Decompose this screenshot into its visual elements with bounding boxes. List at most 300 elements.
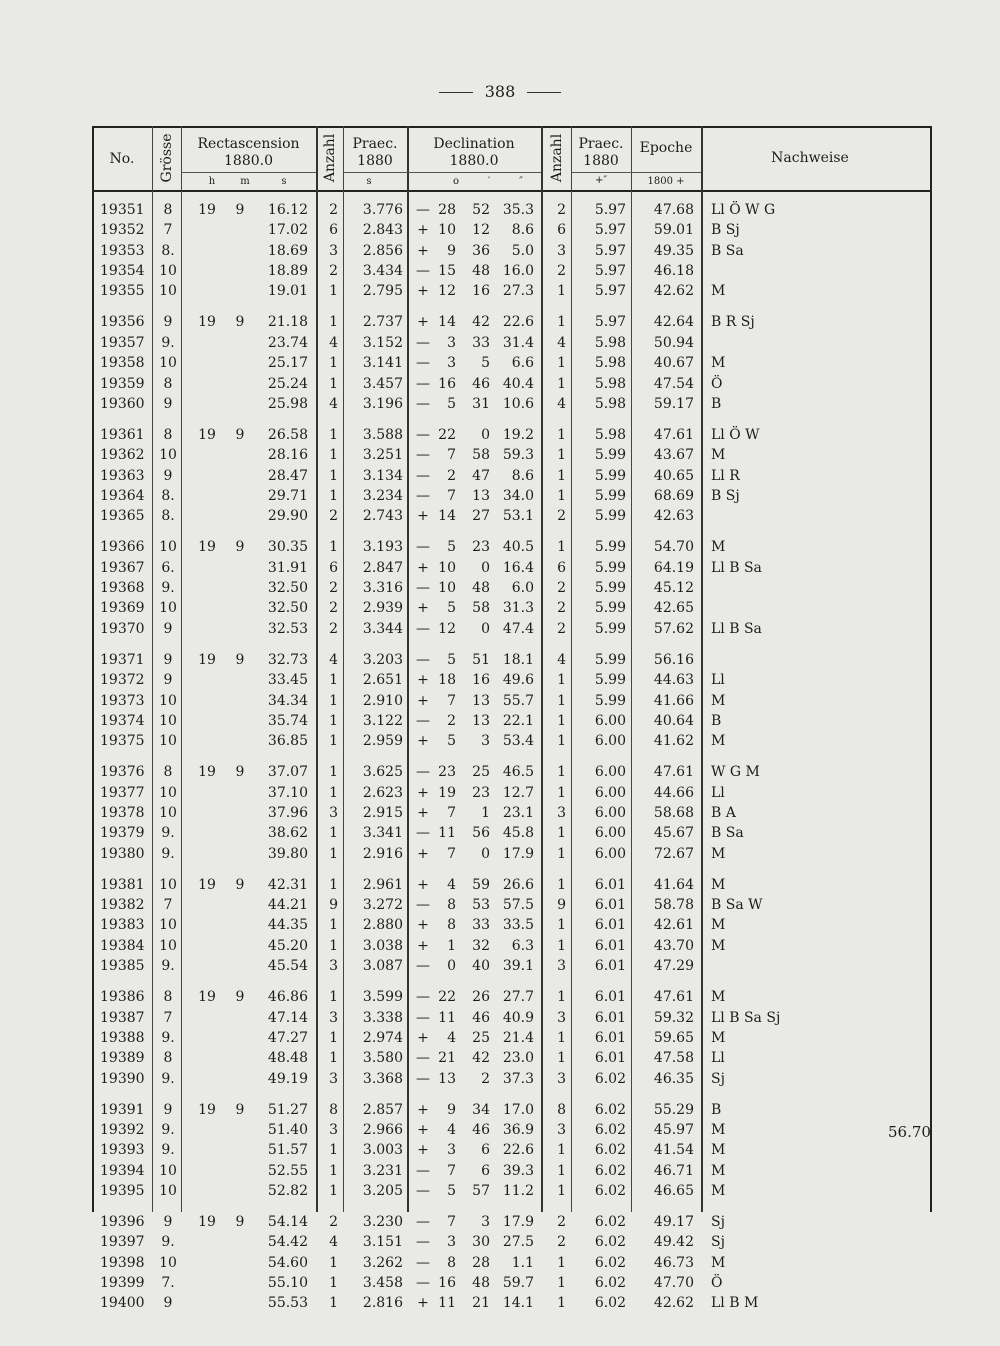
dec-sign-cell: — (416, 1162, 430, 1179)
epoch-cell: 46.18 (653, 263, 694, 280)
ra-precession-cell: 3.251 (362, 447, 403, 464)
dec-minutes-cell: 59 (472, 876, 490, 893)
star-number-cell: 19385 (100, 958, 145, 975)
dec-precession-cell: 6.02 (594, 1214, 626, 1231)
dec-sign-cell: — (416, 539, 430, 556)
header-nachweise: Nachweise (771, 150, 849, 166)
star-number-cell: 19359 (100, 375, 145, 392)
praec1-sub-rule (343, 172, 407, 173)
ra-seconds-cell: 28.47 (267, 467, 308, 484)
dec-sign-cell: — (416, 580, 430, 597)
dec-count-cell: 4 (557, 395, 566, 412)
dec-seconds-cell: 12.7 (502, 784, 534, 801)
magnitude-cell: 9. (161, 1029, 175, 1046)
epoch-cell: 56.16 (653, 651, 694, 668)
ra-precession-cell: 3.599 (362, 989, 403, 1006)
ra-seconds-cell: 55.10 (267, 1275, 308, 1292)
ra-minutes-cell: 9 (235, 202, 245, 218)
references-cell: M (711, 283, 726, 300)
col-sep-praec1 (407, 126, 409, 1212)
dec-precession-cell: 6.01 (594, 917, 626, 934)
ra-count-cell: 2 (329, 600, 338, 617)
dec-minutes-cell: 28 (472, 1254, 490, 1271)
praec2-sub-rule (571, 172, 631, 173)
ra-precession-cell: 2.856 (362, 242, 403, 259)
ra-seconds-cell: 44.35 (267, 917, 308, 934)
ra-seconds-cell: 33.45 (267, 672, 308, 689)
star-number-cell: 19395 (100, 1183, 145, 1199)
col-sep-no (152, 126, 153, 1212)
star-number-cell: 19399 (100, 1275, 145, 1292)
magnitude-cell: 9. (161, 825, 175, 842)
ra-precession-cell: 2.816 (362, 1295, 403, 1312)
dec-sign-cell: — (416, 620, 430, 637)
dec-degrees-cell: 16 (438, 1275, 456, 1292)
ra-count-cell: 1 (329, 1295, 338, 1312)
dec-minutes-cell: 48 (472, 263, 490, 280)
dec-seconds-cell: 55.7 (502, 692, 534, 709)
header-dec-min: ′ (487, 176, 491, 187)
dec-precession-cell: 6.02 (594, 1142, 626, 1159)
header-dec-deg: o (452, 176, 460, 187)
ra-count-cell: 3 (329, 1121, 338, 1138)
ra-count-cell: 1 (329, 764, 338, 781)
magnitude-cell: 10 (159, 1254, 177, 1271)
star-number-cell: 19384 (100, 937, 145, 954)
dec-minutes-cell: 13 (472, 692, 490, 709)
ra-seconds-cell: 34.34 (267, 692, 308, 709)
star-number-cell: 19367 (100, 559, 145, 576)
header-dec-sec: ″ (519, 176, 523, 187)
dec-degrees-cell: 7 (447, 804, 456, 821)
epoch-cell: 42.63 (653, 508, 694, 525)
dec-seconds-cell: 35.3 (502, 202, 534, 218)
ra-seconds-cell: 37.96 (267, 804, 308, 821)
dec-sign-cell: + (417, 937, 429, 954)
ra-precession-cell: 3.141 (362, 355, 403, 372)
references-cell: B A (711, 804, 736, 821)
ra-count-cell: 8 (329, 1101, 338, 1118)
header-epoche-title: Epoche (639, 140, 693, 156)
magnitude-cell: 9 (163, 620, 173, 637)
ra-hours-cell: 19 (198, 202, 216, 218)
ra-count-cell: 1 (329, 487, 338, 504)
dec-precession-cell: 6.02 (594, 1101, 626, 1118)
star-number-cell: 19354 (100, 263, 145, 280)
dec-sign-cell: + (417, 876, 429, 893)
ra-sub-rule (181, 172, 316, 173)
ra-precession-cell: 2.737 (362, 314, 403, 331)
epoch-cell: 41.64 (653, 876, 694, 893)
dec-sign-cell: — (416, 989, 430, 1006)
references-cell: W G M (711, 764, 760, 781)
dec-precession-cell: 6.02 (594, 1183, 626, 1199)
ra-precession-cell: 3.193 (362, 539, 403, 556)
dec-precession-cell: 6.00 (594, 845, 626, 862)
dec-count-cell: 3 (557, 1070, 566, 1087)
dec-sign-cell: + (417, 1295, 429, 1312)
dec-sign-cell: + (417, 1142, 429, 1159)
ra-precession-cell: 2.915 (362, 804, 403, 821)
header-ra-title: Rectascension (197, 136, 300, 152)
dec-seconds-cell: 34.0 (502, 487, 534, 504)
dec-sign-cell: — (416, 651, 430, 668)
dec-precession-cell: 5.99 (594, 580, 626, 597)
dec-minutes-cell: 6 (481, 1142, 490, 1159)
dec-count-cell: 2 (557, 263, 566, 280)
magnitude-cell: 8 (163, 202, 173, 218)
references-cell: Ö (711, 375, 723, 392)
dec-count-cell: 2 (557, 1214, 566, 1231)
dec-seconds-cell: 18.1 (502, 651, 534, 668)
magnitude-cell: 8. (161, 508, 175, 525)
dec-sign-cell: — (416, 1070, 430, 1087)
ra-count-cell: 1 (329, 283, 338, 300)
dec-degrees-cell: 3 (447, 1142, 456, 1159)
epoch-cell: 59.17 (653, 395, 694, 412)
epoch-cell: 44.66 (653, 784, 694, 801)
ra-precession-cell: 2.743 (362, 508, 403, 525)
epoch-cell: 45.97 (653, 1121, 694, 1138)
dec-count-cell: 3 (557, 242, 566, 259)
dec-minutes-cell: 36 (472, 242, 490, 259)
dec-precession-cell: 6.01 (594, 1029, 626, 1046)
dec-precession-cell: 6.00 (594, 804, 626, 821)
ra-count-cell: 3 (329, 1009, 338, 1026)
ra-hours-cell: 19 (198, 539, 216, 556)
references-cell: M (711, 1162, 726, 1179)
dec-precession-cell: 5.97 (594, 222, 626, 239)
dec-sign-cell: + (417, 917, 429, 934)
ra-count-cell: 4 (329, 1234, 338, 1251)
ra-count-cell: 4 (329, 395, 338, 412)
references-cell: Ll (711, 1050, 725, 1067)
magnitude-cell: 7 (163, 897, 173, 914)
ra-count-cell: 4 (329, 334, 338, 351)
ra-seconds-cell: 54.60 (267, 1254, 308, 1271)
dec-seconds-cell: 40.4 (502, 375, 534, 392)
dec-precession-cell: 6.02 (594, 1234, 626, 1251)
epoch-cell: 43.67 (653, 447, 694, 464)
dec-count-cell: 1 (557, 784, 566, 801)
dec-precession-cell: 6.02 (594, 1070, 626, 1087)
epoch-cell: 44.63 (653, 672, 694, 689)
header-anzahl1: Anzahl (322, 133, 338, 183)
dec-minutes-cell: 48 (472, 580, 490, 597)
dec-seconds-cell: 26.6 (502, 876, 534, 893)
ra-seconds-cell: 29.71 (267, 487, 308, 504)
ra-minutes-cell: 9 (235, 539, 245, 556)
references-cell: M (711, 937, 726, 954)
epoch-cell: 47.68 (653, 202, 694, 218)
dec-degrees-cell: 11 (438, 1009, 456, 1026)
ra-count-cell: 1 (329, 1254, 338, 1271)
dec-degrees-cell: 22 (438, 426, 456, 443)
star-number-cell: 19378 (100, 804, 145, 821)
dec-seconds-cell: 40.9 (502, 1009, 534, 1026)
dec-count-cell: 1 (557, 1029, 566, 1046)
ra-precession-cell: 3.151 (362, 1234, 403, 1251)
epoch-cell: 59.32 (653, 1009, 694, 1026)
magnitude-cell: 9 (163, 395, 173, 412)
ra-seconds-cell: 48.48 (267, 1050, 308, 1067)
magnitude-cell: 9 (163, 1295, 173, 1312)
dec-minutes-cell: 46 (472, 1009, 490, 1026)
dec-precession-cell: 6.02 (594, 1162, 626, 1179)
dec-sign-cell: — (416, 764, 430, 781)
dec-count-cell: 1 (557, 1254, 566, 1271)
dec-sign-cell: — (416, 825, 430, 842)
dec-degrees-cell: 7 (447, 1214, 456, 1231)
dec-sign-cell: + (417, 845, 429, 862)
dec-degrees-cell: 7 (447, 447, 456, 464)
dec-count-cell: 1 (557, 937, 566, 954)
dec-sign-cell: + (417, 733, 429, 750)
dec-degrees-cell: 13 (438, 1070, 456, 1087)
epoch-cell: 42.61 (653, 917, 694, 934)
ra-hours-cell: 19 (198, 1214, 216, 1231)
dec-minutes-cell: 42 (472, 314, 490, 331)
magnitude-cell: 8. (161, 487, 175, 504)
dec-precession-cell: 5.99 (594, 692, 626, 709)
ra-count-cell: 2 (329, 263, 338, 280)
dec-degrees-cell: 5 (447, 600, 456, 617)
dec-sign-cell: — (416, 426, 430, 443)
dec-degrees-cell: 7 (447, 845, 456, 862)
ra-precession-cell: 2.880 (362, 917, 403, 934)
references-cell: M (711, 1121, 726, 1138)
dec-seconds-cell: 33.5 (502, 917, 534, 934)
ra-minutes-cell: 9 (235, 764, 245, 781)
dec-precession-cell: 5.98 (594, 426, 626, 443)
dec-sign-cell: + (417, 784, 429, 801)
epoch-cell: 54.70 (653, 539, 694, 556)
ra-seconds-cell: 52.55 (267, 1162, 308, 1179)
ra-precession-cell: 2.939 (362, 600, 403, 617)
ra-minutes-cell: 9 (235, 1101, 245, 1118)
dec-count-cell: 3 (557, 958, 566, 975)
dec-sign-cell: — (416, 355, 430, 372)
ra-count-cell: 1 (329, 937, 338, 954)
epoch-cell: 55.29 (653, 1101, 694, 1118)
star-number-cell: 19352 (100, 222, 145, 239)
star-number-cell: 19371 (100, 651, 145, 668)
ra-count-cell: 2 (329, 202, 338, 218)
header-epoche-unit: 1800 + (647, 176, 685, 187)
references-cell: Ll R (711, 467, 740, 484)
dec-degrees-cell: 7 (447, 487, 456, 504)
dec-sign-cell: + (417, 600, 429, 617)
epoch-cell: 42.65 (653, 600, 694, 617)
dec-minutes-cell: 33 (472, 334, 490, 351)
dec-seconds-cell: 39.3 (502, 1162, 534, 1179)
ra-seconds-cell: 54.14 (267, 1214, 308, 1231)
epoch-cell: 46.65 (653, 1183, 694, 1199)
dec-degrees-cell: 7 (447, 692, 456, 709)
ra-minutes-cell: 9 (235, 651, 245, 668)
epoch-cell: 72.67 (653, 845, 694, 862)
references-cell: M (711, 1142, 726, 1159)
dec-precession-cell: 6.01 (594, 937, 626, 954)
dec-sign-cell: — (416, 1275, 430, 1292)
star-number-cell: 19374 (100, 712, 145, 729)
dec-seconds-cell: 59.3 (502, 447, 534, 464)
magnitude-cell: 10 (159, 1183, 177, 1199)
dec-minutes-cell: 0 (481, 620, 490, 637)
star-number-cell: 19365 (100, 508, 145, 525)
dec-degrees-cell: 5 (447, 395, 456, 412)
dec-sign-cell: — (416, 1050, 430, 1067)
ra-seconds-cell: 51.40 (267, 1121, 308, 1138)
ra-count-cell: 1 (329, 1162, 338, 1179)
dec-count-cell: 1 (557, 989, 566, 1006)
star-number-cell: 19377 (100, 784, 145, 801)
dec-seconds-cell: 27.5 (502, 1234, 534, 1251)
ra-seconds-cell: 19.01 (267, 283, 308, 300)
ra-seconds-cell: 16.12 (267, 202, 308, 218)
ra-precession-cell: 2.966 (362, 1121, 403, 1138)
ra-seconds-cell: 54.42 (267, 1234, 308, 1251)
ra-seconds-cell: 55.53 (267, 1295, 308, 1312)
dec-sign-cell: + (417, 692, 429, 709)
dec-precession-cell: 5.97 (594, 242, 626, 259)
star-number-cell: 19364 (100, 487, 145, 504)
ra-precession-cell: 3.122 (362, 712, 403, 729)
star-number-cell: 19368 (100, 580, 145, 597)
dec-degrees-cell: 18 (438, 672, 456, 689)
star-number-cell: 19366 (100, 539, 145, 556)
ra-seconds-cell: 51.27 (267, 1101, 308, 1118)
header-praec2-unit: +″ (594, 175, 608, 186)
dec-precession-cell: 6.01 (594, 1009, 626, 1026)
star-number-cell: 19400 (100, 1295, 145, 1312)
references-cell: B (711, 712, 722, 729)
magnitude-cell: 10 (159, 355, 177, 372)
dec-minutes-cell: 58 (472, 447, 490, 464)
dec-precession-cell: 5.99 (594, 600, 626, 617)
dec-seconds-cell: 8.6 (511, 222, 534, 239)
dec-sign-cell: + (417, 1029, 429, 1046)
ra-seconds-cell: 32.50 (267, 600, 308, 617)
dec-degrees-cell: 5 (447, 1183, 456, 1199)
dec-seconds-cell: 59.7 (502, 1275, 534, 1292)
references-cell: Ö (711, 1275, 723, 1292)
ra-count-cell: 2 (329, 620, 338, 637)
ra-count-cell: 1 (329, 845, 338, 862)
references-cell: Ll Ö W G (711, 202, 776, 218)
epoch-cell: 45.67 (653, 825, 694, 842)
ra-count-cell: 1 (329, 672, 338, 689)
epoch-cell: 42.64 (653, 314, 694, 331)
star-number-cell: 19369 (100, 600, 145, 617)
dec-minutes-cell: 46 (472, 1121, 490, 1138)
dec-count-cell: 1 (557, 825, 566, 842)
header-rule (92, 190, 932, 192)
ra-count-cell: 1 (329, 1142, 338, 1159)
dec-seconds-cell: 6.3 (511, 937, 534, 954)
dec-precession-cell: 5.99 (594, 651, 626, 668)
magnitude-cell: 10 (159, 733, 177, 750)
col-sep-praec2 (631, 126, 632, 1212)
dec-degrees-cell: 10 (438, 559, 456, 576)
dec-count-cell: 1 (557, 314, 566, 331)
epoch-cell: 49.42 (653, 1234, 694, 1251)
dec-precession-cell: 6.02 (594, 1295, 626, 1312)
dec-minutes-cell: 42 (472, 1050, 490, 1067)
ra-count-cell: 3 (329, 1070, 338, 1087)
dec-precession-cell: 6.01 (594, 1050, 626, 1067)
dec-minutes-cell: 23 (472, 539, 490, 556)
ra-precession-cell: 3.458 (362, 1275, 403, 1292)
dec-sign-cell: — (416, 375, 430, 392)
ra-count-cell: 9 (329, 897, 338, 914)
dec-degrees-cell: 5 (447, 651, 456, 668)
ra-precession-cell: 2.795 (362, 283, 403, 300)
dec-precession-cell: 5.99 (594, 508, 626, 525)
page-number-text: 388 (484, 82, 516, 101)
dec-count-cell: 1 (557, 1295, 566, 1312)
dec-degrees-cell: 10 (438, 580, 456, 597)
ra-seconds-cell: 47.27 (267, 1029, 308, 1046)
dec-degrees-cell: 8 (447, 897, 456, 914)
magnitude-cell: 7. (161, 1275, 175, 1292)
references-cell: Sj (711, 1234, 725, 1251)
epoch-cell: 42.62 (653, 283, 694, 300)
dec-count-cell: 6 (557, 222, 566, 239)
ra-seconds-cell: 25.98 (267, 395, 308, 412)
magnitude-cell: 9. (161, 1142, 175, 1159)
star-number-cell: 19398 (100, 1254, 145, 1271)
ra-count-cell: 1 (329, 539, 338, 556)
ra-count-cell: 1 (329, 825, 338, 842)
star-number-cell: 19360 (100, 395, 145, 412)
star-number-cell: 19390 (100, 1070, 145, 1087)
dec-precession-cell: 6.02 (594, 1121, 626, 1138)
dec-count-cell: 1 (557, 375, 566, 392)
references-cell: M (711, 876, 726, 893)
dec-count-cell: 1 (557, 1275, 566, 1292)
ra-minutes-cell: 9 (235, 989, 245, 1006)
references-cell: B Sa (711, 242, 744, 259)
dec-degrees-cell: 0 (447, 958, 456, 975)
dec-sign-cell: — (416, 487, 430, 504)
ra-precession-cell: 2.847 (362, 559, 403, 576)
references-cell: B (711, 1101, 722, 1118)
ra-seconds-cell: 42.31 (267, 876, 308, 893)
col-sep-epoche (701, 126, 703, 1212)
page-number (0, 82, 1000, 101)
ra-precession-cell: 3.234 (362, 487, 403, 504)
dec-precession-cell: 5.99 (594, 559, 626, 576)
ra-seconds-cell: 32.50 (267, 580, 308, 597)
references-cell: Ll (711, 784, 725, 801)
star-number-cell: 19361 (100, 426, 145, 443)
star-number-cell: 19381 (100, 876, 145, 893)
dec-seconds-cell: 39.1 (502, 958, 534, 975)
dec-degrees-cell: 5 (447, 539, 456, 556)
dec-count-cell: 1 (557, 426, 566, 443)
dec-minutes-cell: 0 (481, 559, 490, 576)
header-praec1-title: Praec. (352, 136, 398, 152)
magnitude-cell: 10 (159, 784, 177, 801)
dec-minutes-cell: 13 (472, 712, 490, 729)
references-cell: M (711, 1029, 726, 1046)
ra-precession-cell: 2.843 (362, 222, 403, 239)
ra-count-cell: 1 (329, 314, 338, 331)
dec-precession-cell: 5.99 (594, 539, 626, 556)
ra-seconds-cell: 45.20 (267, 937, 308, 954)
ra-seconds-cell: 18.89 (267, 263, 308, 280)
